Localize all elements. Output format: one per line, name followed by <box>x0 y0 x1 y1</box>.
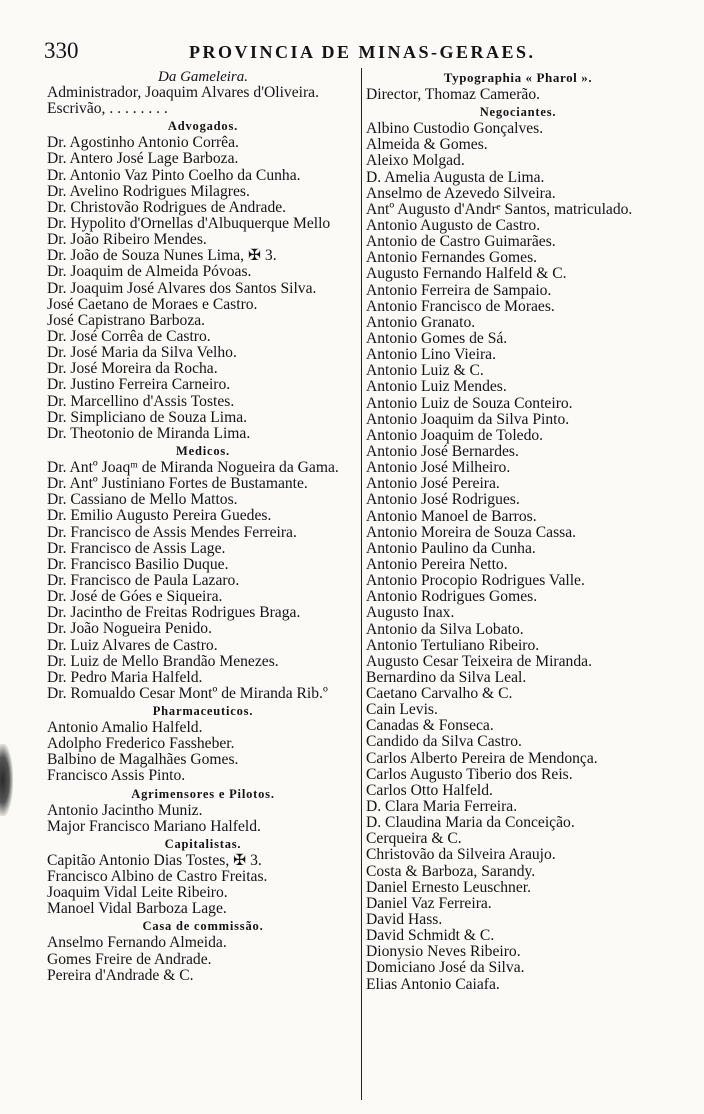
list-item: Costa & Barboza, Sarandy. <box>366 863 536 880</box>
list-item: Dr. Joaquim de Almeida Póvoas. <box>47 264 252 281</box>
pharmaceuticos-list <box>47 720 359 785</box>
list-item: Antonio Pereira Netto. <box>366 556 508 573</box>
capitalistas-list <box>47 853 359 918</box>
list-item: Antonio Luiz & C. <box>366 363 484 380</box>
list-item: Joaquim Vidal Leite Ribeiro. <box>47 885 228 902</box>
list-item: Candido da Silva Castro. <box>366 734 522 751</box>
list-item: David Hass. <box>366 912 443 929</box>
list-item: Dr. Francisco de Assis Mendes Ferreira. <box>47 524 297 541</box>
list-item: Caetano Carvalho & C. <box>366 686 513 703</box>
list-item: Antonio Procopio Rodrigues Valle. <box>366 573 585 590</box>
list-item: Albino Custodio Gonçalves. <box>366 121 544 138</box>
list-item: Antonio José Bernardes. <box>366 443 519 460</box>
list-item: Antonio Moreira de Souza Cassa. <box>366 524 577 541</box>
list-item: Dr. Francisco de Paula Lazaro. <box>47 572 240 589</box>
gameleira-escrivao: Escrivão, . . . . . . . . <box>47 101 168 118</box>
list-item: Dr. Agostinho Antonio Corrêa. <box>47 135 239 152</box>
list-item: Dr. Francisco de Assis Lage. <box>47 540 226 557</box>
list-item: Francisco Albino de Castro Freitas. <box>47 869 268 886</box>
list-item: Antº Augusto d'Andrᵉ Santos, matriculado. <box>366 201 633 218</box>
list-item: Antonio Augusto de Castro. <box>366 217 541 234</box>
list-item: Elias Antonio Caiafa. <box>366 976 500 993</box>
list-item: Antonio Jacintho Muniz. <box>47 802 203 819</box>
list-item: Antonio Tertuliano Ribeiro. <box>366 637 540 654</box>
list-item: Gomes Freire de Andrade. <box>47 951 212 968</box>
list-item: Antonio Fernandes Gomes. <box>366 250 538 267</box>
agrimensores-list <box>47 803 359 835</box>
list-item: Carlos Alberto Pereira de Mendonça. <box>366 750 598 767</box>
negociantes-heading: Negociantes. <box>479 105 557 120</box>
list-item: Dr. Theotonio de Miranda Lima. <box>47 425 251 442</box>
list-item: Daniel Vaz Ferreira. <box>366 895 492 912</box>
list-item: Dr. João Ribeiro Mendes. <box>47 232 207 249</box>
list-item: Antonio Luiz Mendes. <box>366 379 507 396</box>
page-stain <box>0 744 13 816</box>
list-item: Dr. Pedro Maria Halfeld. <box>47 669 203 686</box>
list-item: Antonio José Rodrigues. <box>366 492 520 509</box>
typographia-director: Director, Thomaz Camerão. <box>366 87 541 103</box>
list-item: D. Clara Maria Ferreira. <box>366 799 518 816</box>
list-item: Francisco Assis Pinto. <box>47 768 186 785</box>
list-item: Dr. Christovão Rodrigues de Andrade. <box>47 199 287 216</box>
list-item: Dr. João de Souza Nunes Lima, ✠ 3. <box>47 248 277 265</box>
list-item: Dr. Jacintho de Freitas Rodrigues Braga. <box>47 605 301 622</box>
right-column <box>366 69 670 993</box>
list-item: Dr. Luiz de Mello Brandão Menezes. <box>47 653 279 670</box>
list-item: Dr. José Maria da Silva Velho. <box>47 345 237 362</box>
typographia-heading: Typographia « Pharol ». <box>443 70 593 85</box>
list-item: Antonio de Castro Guimarães. <box>366 234 556 251</box>
list-item: Anselmo de Azevedo Silveira. <box>366 185 556 202</box>
list-item: Dr. Cassiano de Mello Mattos. <box>47 492 238 509</box>
list-item: Capitão Antonio Dias Tostes, ✠ 3. <box>47 852 262 869</box>
list-item: Antonio Ferreira de Sampaio. <box>366 282 552 299</box>
list-item: Antonio José Milheiro. <box>366 460 511 477</box>
list-item: Antonio Joaquim da Silva Pinto. <box>366 411 570 428</box>
list-item: Dr. Antonio Vaz Pinto Coelho da Cunha. <box>47 167 301 184</box>
list-item: Bernardino da Silva Leal. <box>366 669 527 686</box>
list-item: Domiciano José da Silva. <box>366 960 525 977</box>
list-item: Carlos Otto Halfeld. <box>366 782 493 799</box>
list-item: Dionysio Neves Ribeiro. <box>366 944 521 961</box>
list-item: Dr. Joaquim José Alvares dos Santos Silva. <box>47 280 317 297</box>
list-item: Antonio da Silva Lobato. <box>366 621 524 638</box>
list-item: Daniel Ernesto Leuschner. <box>366 879 531 896</box>
commissao-heading: Casa de commissão. <box>142 919 264 934</box>
list-item: Antonio Amalio Halfeld. <box>47 720 203 737</box>
list-item: Dr. Avelino Rodrigues Milagres. <box>47 183 250 200</box>
list-item: Dr. Hypolito d'Ornellas d'Albuquerque Mello <box>47 215 331 232</box>
list-item: D. Claudina Maria da Conceição. <box>366 815 575 832</box>
agrimensores-heading: Agrimensores e Pilotos. <box>131 786 275 801</box>
list-item: Antonio Granato. <box>366 314 476 331</box>
list-item: Antonio Joaquim de Toledo. <box>366 427 544 444</box>
running-head: PROVINCIA DE MINAS-GERAES. <box>189 42 536 62</box>
list-item: Anselmo Fernando Almeida. <box>47 935 227 952</box>
list-item: Dr. Romualdo Cesar Montº de Miranda Rib.º <box>47 685 328 702</box>
list-item: Antonio José Pereira. <box>366 476 500 493</box>
commissao-list <box>47 935 359 983</box>
list-item: Augusto Inax. <box>366 605 455 622</box>
column-divider <box>361 68 362 1100</box>
list-item: Major Francisco Mariano Halfeld. <box>47 818 261 835</box>
list-item: Canadas & Fonseca. <box>366 718 494 735</box>
list-item: Adolpho Frederico Fassheber. <box>47 736 235 753</box>
list-item: Dr. Luiz Alvares de Castro. <box>47 637 218 654</box>
list-item: Almeida & Gomes. <box>366 137 488 154</box>
medicos-list <box>47 460 359 702</box>
list-item: Dr. Antero José Lage Barboza. <box>47 151 239 168</box>
list-item: Dr. João Nogueira Penido. <box>47 621 213 638</box>
list-item: Dr. Emilio Augusto Pereira Guedes. <box>47 508 272 525</box>
left-column <box>47 69 359 984</box>
list-item: Manoel Vidal Barboza Lage. <box>47 901 227 918</box>
list-item: Antonio Francisco de Moraes. <box>366 298 555 315</box>
list-item: David Schmidt & C. <box>366 928 495 945</box>
list-item: Augusto Fernando Halfeld & C. <box>366 266 567 283</box>
list-item: Pereira d'Andrade & C. <box>47 967 194 984</box>
list-item: Dr. Justino Ferreira Carneiro. <box>47 377 231 394</box>
list-item: José Caetano de Moraes e Castro. <box>47 296 258 313</box>
list-item: Dr. Francisco Basilio Duque. <box>47 556 229 573</box>
list-item: Antonio Manoel de Barros. <box>366 508 537 525</box>
list-item: Dr. Antº Joaqᵐ de Miranda Nogueira da Gama. <box>47 459 339 476</box>
list-item: Cain Levis. <box>366 702 438 719</box>
list-item: D. Amelia Augusta de Lima. <box>366 169 545 186</box>
list-item: Augusto Cesar Teixeira de Miranda. <box>366 653 592 670</box>
list-item: Antonio Lino Vieira. <box>366 347 497 364</box>
list-item: Antonio Luiz de Souza Conteiro. <box>366 395 573 412</box>
list-item: Dr. Simpliciano de Souza Lima. <box>47 409 248 426</box>
gameleira-administrador: Administrador, Joaquim Alvares d'Oliveira. <box>47 85 319 101</box>
list-item: Dr. José de Góes e Siqueira. <box>47 589 223 606</box>
advogados-heading: Advogados. <box>167 119 239 134</box>
list-item: Antonio Rodrigues Gomes. <box>366 589 538 606</box>
page-number: 330 <box>44 38 79 63</box>
list-item: Balbino de Magalhães Gomes. <box>47 752 239 769</box>
list-item: Dr. Marcellino d'Assis Tostes. <box>47 393 235 410</box>
list-item: Dr. Antº Justiniano Fortes de Bustamante. <box>47 476 308 493</box>
list-item: Dr. José Corrêa de Castro. <box>47 328 211 345</box>
list-item: Aleixo Molgad. <box>366 153 465 170</box>
advogados-list <box>47 135 359 442</box>
pharmaceuticos-heading: Pharmaceuticos. <box>152 704 254 719</box>
gameleira-subtitle: Da Gameleira. <box>158 69 248 85</box>
list-item: Dr. José Moreira da Rocha. <box>47 361 218 378</box>
list-item: Cerqueira & C. <box>366 831 462 848</box>
list-item: Antonio Gomes de Sá. <box>366 330 508 347</box>
list-item: Antonio Paulino da Cunha. <box>366 540 536 557</box>
page-header <box>44 38 658 66</box>
list-item: Carlos Augusto Tiberio dos Reis. <box>366 766 573 783</box>
list-item: José Capistrano Barboza. <box>47 312 206 329</box>
list-item: Christovão da Silveira Araujo. <box>366 847 556 864</box>
capitalistas-heading: Capitalistas. <box>164 836 242 851</box>
negociantes-list <box>366 121 670 993</box>
medicos-heading: Medicos. <box>176 443 230 458</box>
